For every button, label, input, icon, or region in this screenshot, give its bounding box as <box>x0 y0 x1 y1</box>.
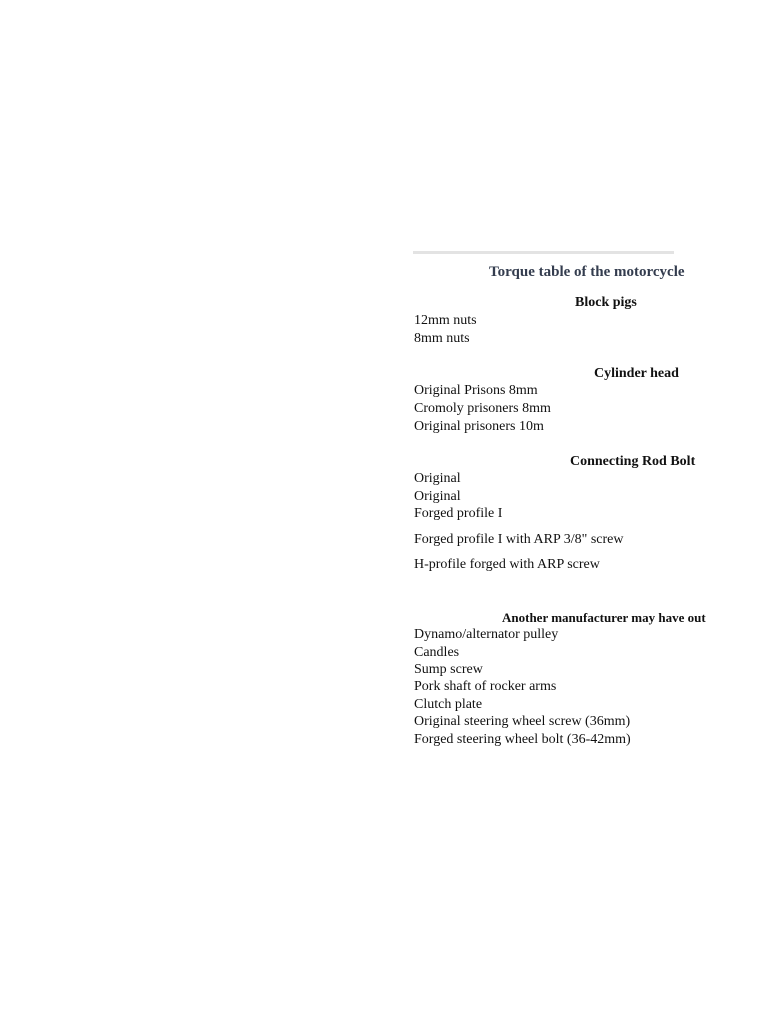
list-item: Candles <box>414 645 460 660</box>
section-heading-another-manufacturer: Another manufacturer may have out <box>502 610 706 625</box>
list-item: Clutch plate <box>414 697 483 712</box>
list-item: Sump screw <box>414 662 483 677</box>
list-item: Forged steering wheel bolt (36-42mm) <box>414 732 631 747</box>
list-item: H-profile forged with ARP screw <box>414 557 600 572</box>
section-heading-block-pigs: Block pigs <box>575 295 637 310</box>
list-item: Cromoly prisoners 8mm <box>414 401 551 416</box>
list-item: Original prisoners 10m <box>414 419 544 434</box>
section-heading-cylinder-head: Cylinder head <box>594 366 679 381</box>
list-item: 12mm nuts <box>414 313 477 328</box>
list-item: Pork shaft of rocker arms <box>414 679 557 694</box>
list-item: 8mm nuts <box>414 331 470 346</box>
list-item: Original <box>414 471 461 486</box>
list-item: Original steering wheel screw (36mm) <box>414 714 631 729</box>
list-item: Forged profile I <box>414 506 503 521</box>
list-item: Forged profile I with ARP 3/8" screw <box>414 532 624 547</box>
divider-rule <box>413 251 674 254</box>
section-heading-connecting-rod-bolt: Connecting Rod Bolt <box>570 454 696 469</box>
list-item: Original <box>414 489 461 504</box>
document-title: Torque table of the motorcycle <box>489 264 685 280</box>
list-item: Dynamo/alternator pulley <box>414 627 559 642</box>
list-item: Original Prisons 8mm <box>414 383 538 398</box>
